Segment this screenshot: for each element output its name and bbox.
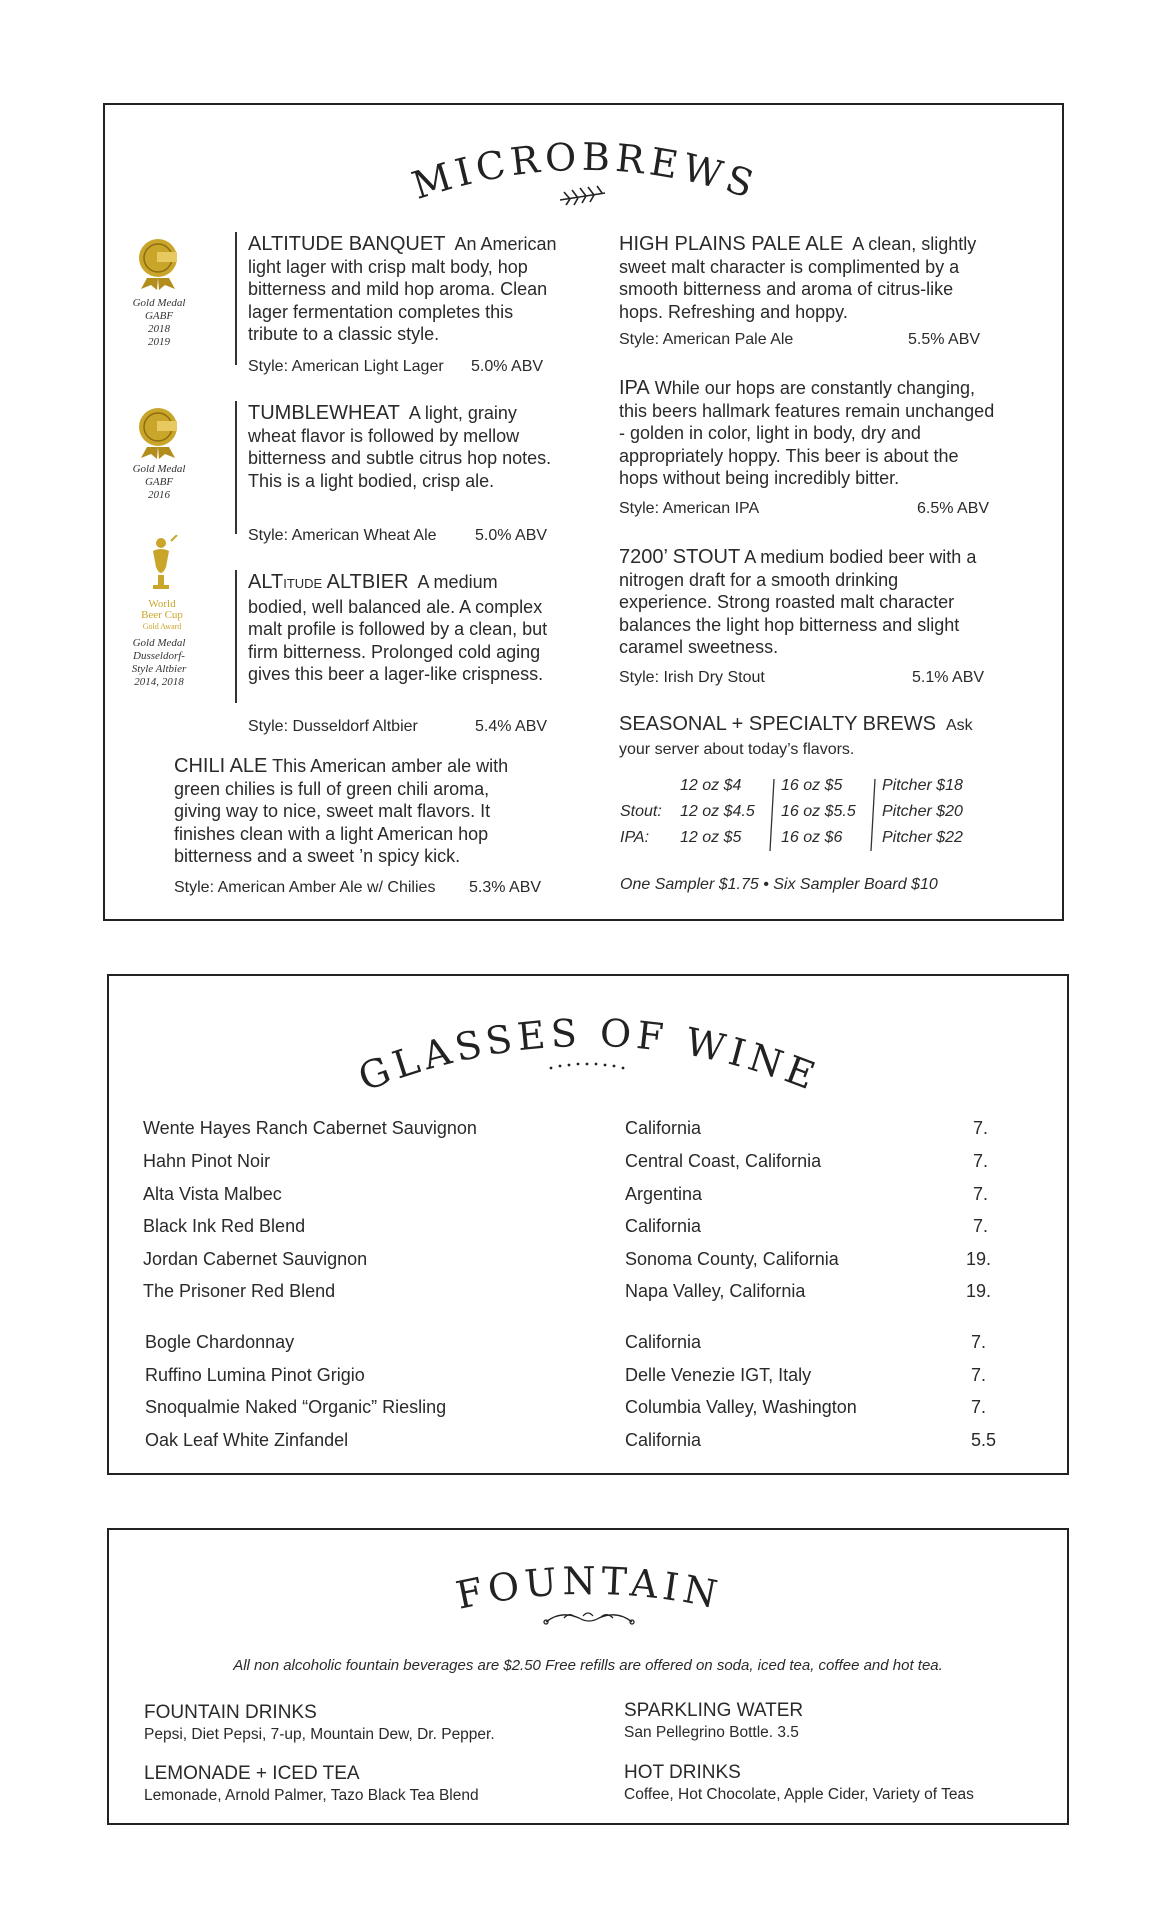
beer-altitude-altbier	[248, 571, 548, 686]
price-cell: 16 oz $5.5	[781, 803, 856, 820]
microbrews-title-art	[105, 105, 1062, 225]
wine-region: Napa Valley, California	[625, 1281, 806, 1301]
gold-medal-icon	[137, 403, 179, 459]
beer-style: Style: American Amber Ale w/ Chilies	[174, 879, 436, 896]
wine-name: Black Ink Red Blend	[143, 1216, 306, 1236]
beer-high-plains-pale-ale	[619, 233, 989, 323]
wine-region: Argentina	[625, 1184, 703, 1204]
price-cell: 12 oz $5	[680, 829, 742, 846]
fountain-desc: San Pellegrino Bottle. 3.5	[624, 1724, 799, 1741]
beer-abv: 5.4% ABV	[475, 718, 548, 735]
price-label: Stout:	[620, 803, 662, 820]
beer-style: Style: American IPA	[619, 500, 760, 517]
fountain-desc: Pepsi, Diet Pepsi, 7-up, Mountain Dew, Dr. Pepper.	[144, 1726, 495, 1743]
beer-abv: 5.0% ABV	[471, 358, 544, 375]
beer-chili-ale	[174, 755, 519, 868]
beer-abv: 6.5% ABV	[917, 500, 990, 517]
beer-abv: 5.0% ABV	[475, 527, 548, 544]
beer-abv: 5.3% ABV	[469, 879, 542, 896]
seasonal-name: SEASONAL + SPECIALTY BREWS	[619, 713, 936, 735]
beer-name: TUMBLEWHEAT	[248, 402, 400, 424]
scroll-ornament-icon	[544, 1613, 634, 1624]
beer-style: Style: Dusseldorf Altbier	[248, 718, 418, 735]
wine-region: Central Coast, California	[625, 1151, 822, 1171]
wine-price: 19.	[966, 1281, 992, 1301]
beer-tumblewheat	[248, 402, 563, 492]
wine-name: Bogle Chardonnay	[145, 1332, 295, 1352]
wine-price: 7.	[973, 1184, 989, 1204]
beer-name: ALTITUDE ALTBIER	[248, 571, 409, 593]
wine-name: Alta Vista Malbec	[143, 1184, 282, 1204]
beer-name: ALTITUDE BANQUET	[248, 233, 446, 255]
wine-price: 7.	[973, 1216, 989, 1236]
beer-name: IPA	[619, 377, 650, 399]
world-beer-cup-logo-text: World Beer Cup Gold Award	[141, 598, 183, 631]
beer-desc: A clean, slightly sweet malt character is complimented by a smooth bitterness and aroma of citrus-like hops. Refreshing and hoppy.	[619, 234, 977, 322]
price-cell: Pitcher $22	[882, 829, 963, 846]
dots-ornament-icon	[550, 1063, 625, 1070]
wine-region: California	[625, 1430, 702, 1450]
gold-medal-icon	[137, 234, 179, 290]
price-cell: 12 oz $4	[680, 777, 742, 794]
beer-ipa	[619, 377, 999, 490]
microbrews-title: MICROBREWS	[406, 134, 764, 209]
beer-style: Style: American Wheat Ale	[248, 527, 437, 544]
beer-name: CHILI ALE	[174, 755, 268, 777]
wine-name: Wente Hayes Ranch Cabernet Sauvignon	[143, 1118, 477, 1138]
wine-name: Hahn Pinot Noir	[143, 1151, 271, 1171]
fountain-heading: HOT DRINKS	[624, 1762, 741, 1783]
fountain-panel	[107, 1528, 1069, 1825]
microbrews-panel	[103, 103, 1064, 921]
fountain-title: FOUNTAIN	[452, 1558, 726, 1618]
divider-line	[235, 232, 237, 365]
fountain-heading: FOUNTAIN DRINKS	[144, 1702, 317, 1723]
wine-name: The Prisoner Red Blend	[143, 1281, 336, 1301]
wine-name: Snoqualmie Naked “Organic” Riesling	[145, 1397, 447, 1417]
wine-price: 7.	[971, 1365, 987, 1385]
beer-desc: A light, grainy wheat flavor is followed by mellow bitterness and subtle citrus hop notes. This is a light bodied, crisp ale.	[248, 403, 552, 491]
medal-caption-2: Gold Medal GABF 2016	[132, 463, 186, 501]
wine-region: California	[625, 1216, 702, 1236]
beer-desc: This American amber ale with green chilies is full of green chili aroma, giving way to nice, sweet malt flavors. It finishes clean with a light American hop bitterness and a sweet ’n spicy kick.	[174, 756, 509, 866]
beer-desc: An American light lager with crisp malt body, hop bitterness and mild hop aroma. Clean lager fermentation completes this tribute to a classic style.	[248, 234, 557, 344]
wine-price: 7.	[973, 1151, 989, 1171]
wine-region: Columbia Valley, Washington	[625, 1397, 857, 1417]
price-cell: Pitcher $18	[882, 777, 963, 794]
wine-region: Delle Venezie IGT, Italy	[625, 1365, 812, 1385]
wine-price: 7.	[971, 1332, 987, 1352]
wine-name: Oak Leaf White Zinfandel	[145, 1430, 349, 1450]
price-cell: 16 oz $6	[781, 829, 843, 846]
beer-style: Style: Irish Dry Stout	[619, 669, 765, 686]
price-dividers	[760, 777, 910, 857]
beer-altitude-banquet	[248, 233, 563, 346]
fountain-heading: LEMONADE + ICED TEA	[144, 1763, 360, 1784]
wine-region: California	[625, 1332, 702, 1352]
beer-name: HIGH PLAINS PALE ALE	[619, 233, 844, 255]
wine-price: 5.5	[971, 1430, 997, 1450]
fountain-title-art	[109, 1530, 1067, 1640]
beer-style: Style: American Pale Ale	[619, 331, 794, 348]
wine-region: Sonoma County, California	[625, 1249, 839, 1269]
price-cell: 16 oz $5	[781, 777, 843, 794]
wine-price: 7.	[973, 1118, 989, 1138]
price-cell: Pitcher $20	[882, 803, 963, 820]
beer-name: 7200’ STOUT	[619, 546, 741, 568]
beer-desc: A medium bodied, well balanced ale. A complex malt profile is followed by a clean, but firm bitterness. Prolonged cold aging gives this beer a lager-like crispness.	[248, 572, 548, 684]
fountain-desc: Lemonade, Arnold Palmer, Tazo Black Tea Blend	[144, 1787, 479, 1804]
beer-style: Style: American Light Lager	[248, 358, 444, 375]
beer-desc: While our hops are constantly changing, this beers hallmark features remain unchanged - golden in color, light in body, dry and appropriately hoppy. This beer is about the hops without being incredibly bitter.	[619, 378, 995, 488]
fountain-heading: SPARKLING WATER	[624, 1700, 804, 1721]
wine-title: GLASSES OF WINE	[352, 1010, 826, 1096]
medal-caption-1: Gold Medal GABF 2018 2019	[132, 297, 186, 348]
wine-panel	[107, 974, 1069, 1475]
fountain-desc: Coffee, Hot Chocolate, Apple Cider, Variety of Teas	[624, 1786, 974, 1803]
beer-7200-stout	[619, 546, 994, 659]
beer-desc: A medium bodied beer with a nitrogen draft for a smooth drinking experience. Strong roasted malt character balances the light hop bitterness and slight caramel sweetness.	[619, 547, 977, 657]
medal-caption-3: Gold Medal Dusseldorf- Style Altbier 2014, 2018	[131, 637, 187, 688]
seasonal-brews	[619, 713, 999, 761]
divider-line	[235, 570, 237, 703]
sampler-line: One Sampler $1.75 • Six Sampler Board $10	[620, 876, 938, 893]
wine-name: Jordan Cabernet Sauvignon	[143, 1249, 368, 1269]
wine-title-art	[109, 976, 1067, 1096]
world-beer-cup-icon	[141, 535, 181, 595]
leaf-icon	[560, 186, 605, 205]
fountain-note: All non alcoholic fountain beverages are $2.50 Free refills are offered on soda, iced tea, coffee and hot tea.	[233, 1657, 943, 1674]
divider-line	[235, 401, 237, 534]
wine-price: 7.	[971, 1397, 987, 1417]
beer-abv: 5.5% ABV	[908, 331, 981, 348]
price-label: IPA:	[620, 829, 650, 846]
seasonal-desc: Ask your server about today’s flavors.	[619, 717, 973, 758]
wine-name: Ruffino Lumina Pinot Grigio	[145, 1365, 365, 1385]
wine-region: California	[625, 1118, 702, 1138]
beer-abv: 5.1% ABV	[912, 669, 985, 686]
wine-price: 19.	[966, 1249, 992, 1269]
price-cell: 12 oz $4.5	[680, 803, 755, 820]
